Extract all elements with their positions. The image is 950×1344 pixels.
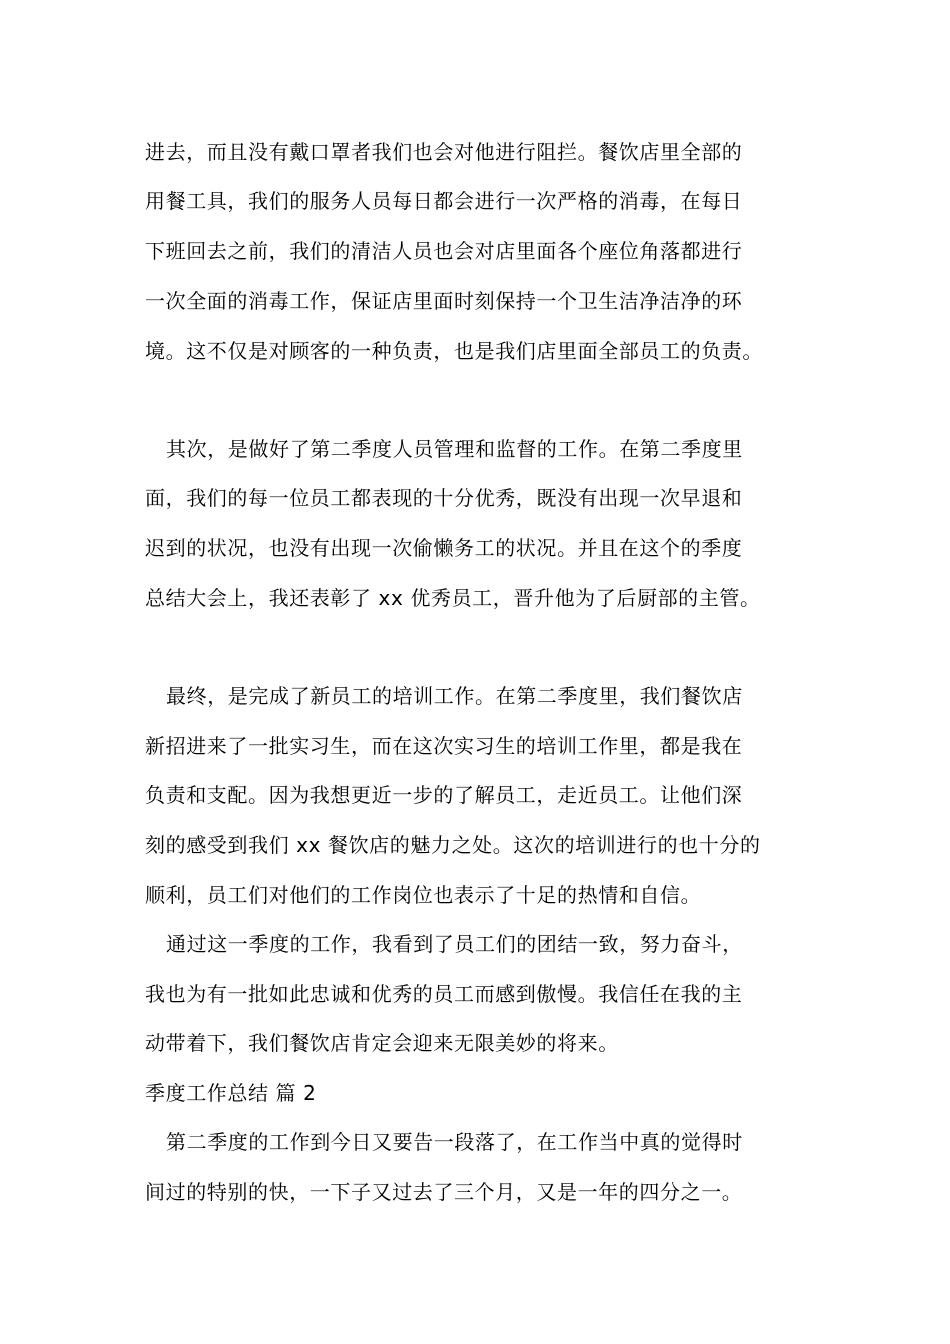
text-line: 面，我们的每一位员工都表现的十分优秀，既没有出现一次早退和	[145, 486, 743, 510]
text-line: 第二季度的工作到今日又要告一段落了，在工作当中真的觉得时	[166, 1130, 743, 1154]
text-line: 迟到的状况，也没有出现一次偷懒务工的状况。并且在这个的季度	[145, 536, 743, 560]
text-line: 最终，是完成了新员工的培训工作。在第二季度里，我们餐饮店	[166, 684, 743, 708]
text-line: 境。这不仅是对顾客的一种负责，也是我们店里面全部员工的负责。	[145, 339, 763, 363]
text-line: 负责和支配。因为我想更近一步的了解员工，走近员工。让他们深	[145, 783, 743, 807]
text-line: 我也为有一批如此忠诚和优秀的员工而感到傲慢。我信任在我的主	[145, 982, 743, 1006]
text-line: 刻的感受到我们 xx 餐饮店的魅力之处。这次的培训进行的也十分的	[145, 833, 761, 857]
text-line: 动带着下，我们餐饮店肯定会迎来无限美妙的将来。	[145, 1031, 619, 1055]
text-line: 顺利，员工们对他们的工作岗位也表示了十足的热情和自信。	[145, 883, 702, 907]
text-line: 间过的特别的快，一下子又过去了三个月，又是一年的四分之一。	[145, 1180, 743, 1204]
text-line: 新招进来了一批实习生，而在这次实习生的培训工作里，都是我在	[145, 734, 743, 758]
text-line: 总结大会上，我还表彰了 xx 优秀员工，晋升他为了后厨部的主管。	[145, 586, 761, 610]
text-line: 一次全面的消毒工作，保证店里面时刻保持一个卫生洁净洁净的环	[145, 289, 743, 313]
text-line: 用餐工具，我们的服务人员每日都会进行一次严格的消毒，在每日	[145, 189, 743, 213]
section-heading: 季度工作总结 篇 2	[145, 1081, 317, 1105]
text-line: 其次，是做好了第二季度人员管理和监督的工作。在第二季度里	[166, 437, 743, 461]
text-line: 通过这一季度的工作，我看到了员工们的团结一致，努力奋斗，	[166, 932, 743, 956]
text-line: 进去，而且没有戴口罩者我们也会对他进行阻拦。餐饮店里全部的	[145, 140, 743, 164]
text-line: 下班回去之前，我们的清洁人员也会对店里面各个座位角落都进行	[145, 239, 743, 263]
